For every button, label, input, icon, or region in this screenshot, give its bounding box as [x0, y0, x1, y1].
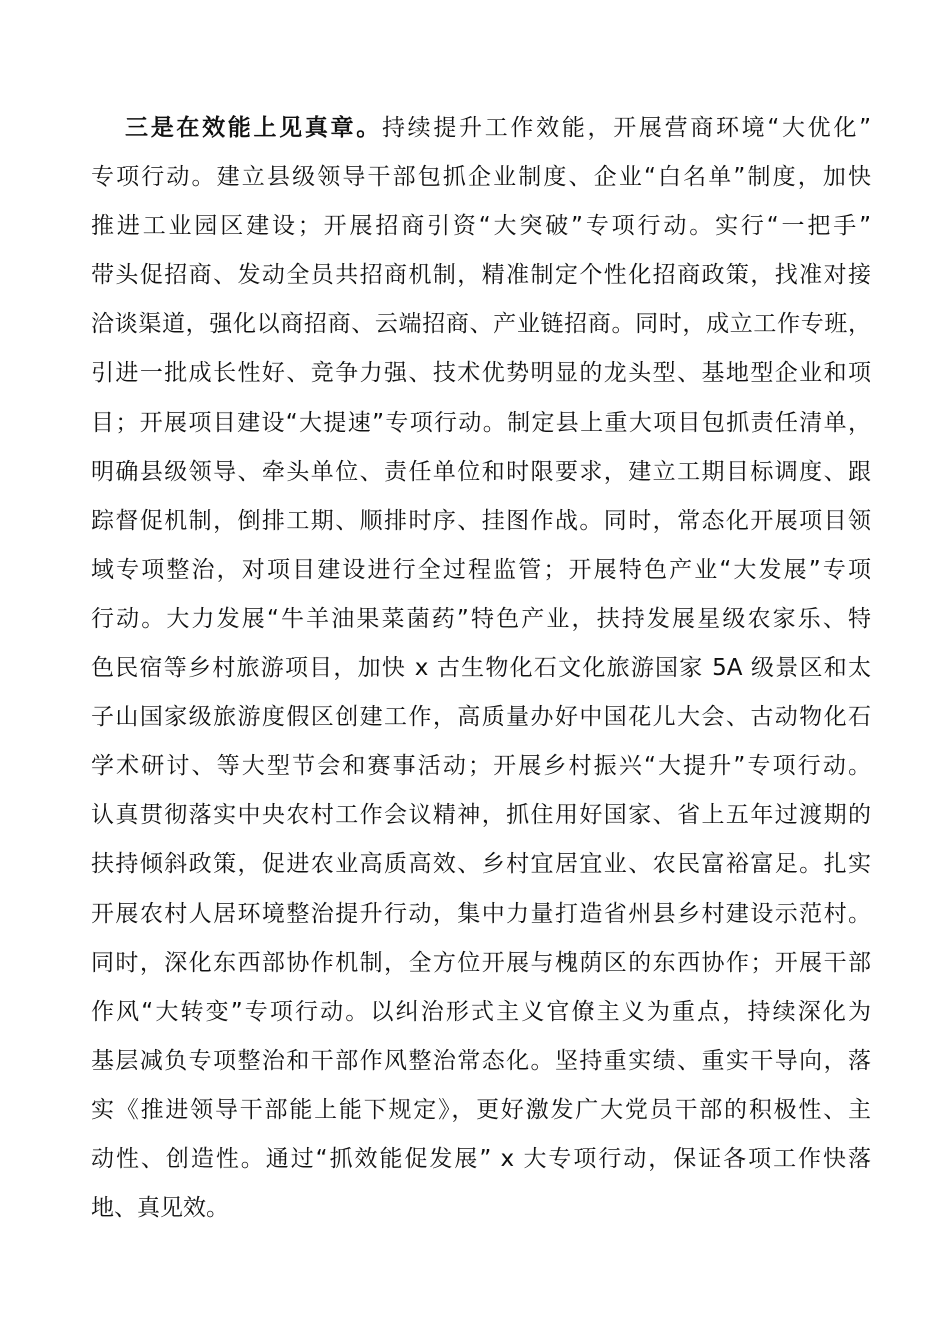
text-line: 子山国家级旅游度假区创建工作，高质量办好中国花儿大会、古动物化石 — [91, 704, 871, 731]
text-line: 作风“大转变”专项行动。以纠治形式主义官僚主义为重点，持续深化为 — [91, 998, 871, 1025]
text-line: 基层减负专项整治和干部作风整治常态化。坚持重实绩、重实干导向，落 — [91, 1047, 871, 1074]
text-line: 扶持倾斜政策，促进农业高质高效、乡村宜居宜业、农民富裕富足。扎实 — [91, 851, 871, 878]
text-line: 认真贯彻落实中央农村工作会议精神，抓住用好国家、省上五年过渡期的 — [91, 802, 871, 829]
text-line: 学术研讨、等大型节会和赛事活动；开展乡村振兴“大提升”专项行动。 — [91, 753, 871, 780]
text-line: 开展农村人居环境整治提升行动，集中力量打造省州县乡村建设示范村。 — [91, 900, 871, 927]
text-line: 地、真见效。 — [91, 1195, 229, 1222]
text-line: 同时，深化东西部协作机制，全方位开展与槐荫区的东西协作；开展干部 — [91, 949, 871, 976]
text-line: 踪督促机制，倒排工期、顺排时序、挂图作战。同时，常态化开展项目领 — [91, 507, 871, 534]
text-line: 动性、创造性。通过“抓效能促发展” x 大专项行动，保证各项工作快落 — [91, 1145, 871, 1172]
text-line: 色民宿等乡村旅游项目，加快 x 古生物化石文化旅游国家 5A 级景区和太 — [91, 655, 871, 682]
text-line: 行动。大力发展“牛羊油果菜菌药”特色产业，扶持发展星级农家乐、特 — [91, 605, 871, 632]
text-line: 带头促招商、发动全员共招商机制，精准制定个性化招商政策，找准对接 — [91, 262, 871, 289]
text-line: 三是在效能上见真章。持续提升工作效能，开展营商环境“大优化” — [125, 115, 871, 141]
text-line: 域专项整治，对项目建设进行全过程监管；开展特色产业“大发展”专项 — [91, 556, 871, 583]
text-line: 专项行动。建立县级领导干部包抓企业制度、企业“白名单”制度，加快 — [91, 164, 871, 191]
text-line: 实《推进领导干部能上能下规定》，更好激发广大党员干部的积极性、主 — [91, 1096, 871, 1123]
body-paragraph — [91, 104, 871, 1233]
text-line: 引进一批成长性好、竞争力强、技术优势明显的龙头型、基地型企业和项 — [91, 360, 871, 387]
text-line: 目；开展项目建设“大提速”专项行动。制定县上重大项目包抓责任清单， — [91, 409, 871, 436]
text-line: 推进工业园区建设；开展招商引资“大突破”专项行动。实行“一把手” — [91, 213, 871, 240]
text-line: 洽谈渠道，强化以商招商、云端招商、产业链招商。同时，成立工作专班， — [91, 311, 871, 338]
paragraph-lead: 三是在效能上见真章。 — [125, 115, 382, 141]
text-line: 明确县级领导、牵头单位、责任单位和时限要求，建立工期目标调度、跟 — [91, 458, 871, 485]
